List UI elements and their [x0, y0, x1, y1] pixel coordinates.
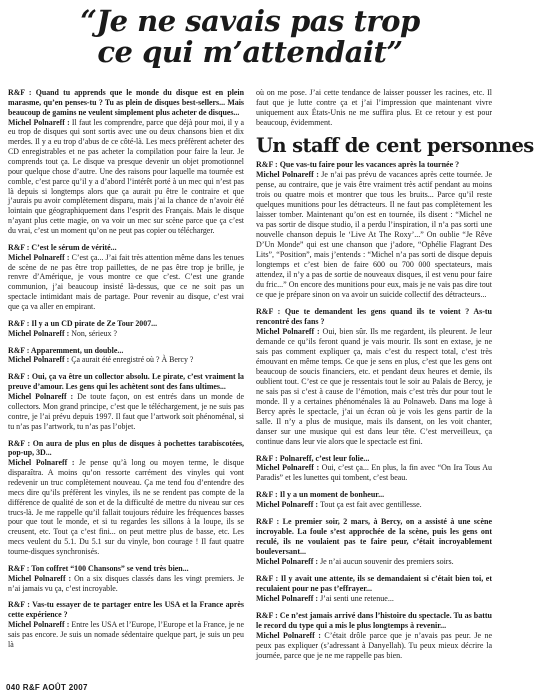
qa-block: [8, 372, 244, 431]
speaker: Michel Polnareff :: [8, 117, 72, 127]
speaker: Michel Polnareff :: [8, 252, 72, 262]
qa-block: [256, 490, 492, 510]
qa-block: [8, 88, 244, 236]
answer: Je n’ai pas prévu de vacances après cette tournée. Je pense, au contraire, que je vais être vraiment très actif pendant au moins trois ou quatre mois et montrer que tous les bruits... Parce qu’il reste quelques munitions pour les détracteurs. Il ne faut pas complètement les laisser tomber. Maintenant qu’on est en tournée, ils disent : “Michel ne va pas sortir de disque studio, il a perdu l’inspiration, il n’a pas sorti une nouvelle chanson depuis le ‘Live At The Roxy’...” On oublie “Je Rêve D’Un Monde” qui est une chanson que j’adore, “Ophélie Flagrant Des Lits”, “Position”, mais j’entends : “Michel n’a pas sorti de disque depuis longtemps et c’est bien de faire 600 ou 700 000 spectateurs, mais attendez, il n’y a pas de sortie de nouveaux disques, il est venu pour faire du fric...” On encore des munitions pour eux, mais je ne vais pas dire tout ce que je prépare sinon on va avoir un suicide collectif des détracteurs...: [256, 169, 492, 299]
answer: C’était drôle parce que je n’avais pas peur. Je ne peux pas expliquer (s’adressant à Danyellah). Tu peux mieux décrire la journée, parce que je ne me rappelle pas bien.: [256, 631, 492, 661]
question: R&F : Ce n’est jamais arrivé dans l’histoire du spectacle. Tu as battu le record du type qui a mis le plus longtemps à revenir...: [256, 611, 492, 631]
question: R&F : C’est le sérum de vérité...: [8, 242, 117, 252]
answer: Oui, bien sûr. Ils me regardent, ils pleurent. Je leur demande ce qu’ils feront quand je vais mourir. Ils sont en extase, je ne sais pas comment expliquer ça, mais c’est du respect total, c’est très émouvant en même temps. Ce que je sens en plus, c’est que les gens ont beaucoup de soucis financiers, etc. et pendant deux heures et demie, ils oublient tout. C’est ce que je ressentais tout le soir au Palais de Bercy, je ne sais pas si c’est à cause de l’émotion, mais c’est très dur pour tout le monde. Il y a certaines phénoménales là au Polnaweb. Dans ma loge à Bercy après le spectacle, j’ai un écran où je vois les gens partir de la salle. Il n’y a plus de musique, mais ils dansent, on les voit chanter, danser sur une musique qui est dans leur tête. C’est merveilleux, ça continue dans leur vie alors que le spectacle est fini.: [256, 326, 492, 446]
speaker: Michel Polnareff :: [8, 392, 78, 402]
headline-line-2: ce qui m’attendait”: [97, 35, 403, 69]
speaker: Michel Polnareff :: [8, 620, 72, 630]
question: R&F : Que vas-tu faire pour les vacances après la tournée ?: [256, 159, 460, 169]
qa-block: [8, 243, 244, 312]
answer: Il faut les comprendre, parce que déjà pour moi, il y a eu trop de disques qui sont sortis avec une ou deux chansons bien et dix merdes. Il y a eu trop d’abus de ce côté-là. Les mecs préfèrent acheter des CD enregistrables et ne pas acheter la compilation pour faire la leur. Je comprends tout ça. Le disque va presque devenir un objet promotionnel pour quelque chose d’autre. Une des raisons pour laquelle ma tournée est comble, c’est parce qu’il y a d’abord l’intérêt porté à un mec qui n’est pas là depuis si longtemps alors que ça aurait pu être le contraire et que j’aurais pu avoir complètement disparu, mais j’ai la chance de n’avoir été lointain que géographiquement dans l’esprit des Français. Mais le disque n’ayant plus cette magie, on va voir un mec sur scène parce que ça c’est du vrai, c’est un moment qu’on ne peut pas copier ou télécharger.: [8, 117, 244, 236]
question: R&F : Que te demandent les gens quand ils te voient ? As-tu rencontré des fans ?: [256, 306, 492, 326]
answer: C’est ça... J’ai fait très attention même dans les tenues de scène de ne pas être trop paillettes, de ne pas être trop je brille, je renvre d’Amérique, je vous montre ce que c’est. C’est une grande communion, j’ai beaucoup insisté là-dessus, que ce ne soit pas un spectacle intimidant mais de partage. Pour revenir au disque, c’est vrai que ça va aller en empirant.: [8, 252, 244, 312]
answer: Oui, c’est ça... En plus, la fin avec “On Ira Tous Au Paradis” et les lunettes qui tombent, c’est beau.: [256, 463, 493, 483]
continued-paragraph: où on me pose. J’ai cette tendance de laisser pousser les racines, etc. Il faut que je lutte contre ça et j’ai l’impression que maintenant vivre uniquement aux États-Unis ne me suffira plus. Et ce retour y est pour beaucoup, évidemment.: [256, 88, 492, 127]
speaker: Michel Polnareff :: [256, 631, 325, 641]
qa-block: [256, 574, 492, 604]
qa-block: [256, 454, 492, 484]
question: R&F : Le premier soir, 2 mars, à Bercy, on a assisté à une scène incroyable. La foule s’est approchée de la scène, puis les gens ont reculé, ils ne voulaient pas te faire peur, c’était incroyablement bouleversant...: [256, 517, 492, 557]
question: R&F : Il y avait une attente, ils se demandaient si c’était bien toi, et reculaient pour ne pas t’effrayer...: [256, 574, 492, 594]
speaker: Michel Polnareff :: [256, 169, 322, 179]
answer: Non, sérieux ?: [71, 328, 117, 338]
answer: Je pense qu’à long ou moyen terme, le disque disparaîtra. A moins qu’on ressorte carrément des vinyles qui vont redevenir un truc complètement nouveau. Ça me tend fou d’entendre des mecs dire qu’ils préfèrent les vinyles, ils ne se rendent pas compte de la différence de qualité de son et de la difficulté de mettre du niveau sur ces trucs-là. Je me rappelle qu’il fallait toujours réduire les fréquences basses pour que tout le monde, et si tu regardes les sillons à la loupe, ils se creusent, etc. Tout ça c’est fini... on peut mettre plus de basse, etc. Les mecs veulent du 5.1. Du 5.1 sur du vinyle, bon courage ! Il faut quatre tourne-disques synchronisés.: [8, 458, 244, 556]
qa-block: [256, 160, 492, 300]
qa-block: [8, 439, 244, 557]
answer: Je n’ai aucun souvenir des premiers soirs.: [320, 557, 454, 567]
question: R&F : On aura de plus en plus de disques à pochettes tarabiscotées, pop-up, 3D...: [8, 438, 244, 458]
question: R&F : Quand tu apprends que le monde du disque est en plein marasme, qu’en penses-tu ? Tu as plein de disques best-sellers... Mais beaucoup de gamins ne veulent simplement plus acheter de disques...: [8, 88, 244, 117]
answer: J’ai senti une retenue...: [320, 594, 394, 604]
speaker: Michel Polnareff :: [256, 557, 321, 567]
closing-qa: [256, 611, 492, 661]
qa-block: [8, 346, 244, 366]
speaker: Michel Polnareff :: [8, 458, 80, 468]
qa-block: [256, 517, 492, 567]
answer: On a six disques classés dans les vingt premiers. Je n’ai jamais vu ça, c’est incroyable.: [8, 573, 244, 593]
answer: Tout ça est fait avec gentillesse.: [320, 500, 422, 510]
question: R&F : Apparemment, un double...: [8, 345, 124, 355]
speaker: Michel Polnareff :: [8, 573, 75, 583]
headline-line-1: “Je ne savais pas trop: [80, 4, 420, 38]
qa-block: [8, 600, 244, 649]
question: R&F : Ton coffret “100 Chansons” se vend très bien...: [8, 563, 189, 573]
speaker: Michel Polnareff :: [256, 463, 322, 473]
answer: Entre les USA et l’Europe, l’Europe et la France, je ne sais pas encore. Je suis un nomade sédentaire quelque part, je suis un peu là: [8, 620, 244, 649]
question: R&F : Vas-tu essayer de te partager entre les USA et la France après cette expérience ?: [8, 600, 244, 620]
speaker: Michel Polnareff :: [8, 328, 72, 338]
qa-block: [8, 564, 244, 594]
question: R&F : Polnareff, c’est leur folie...: [256, 453, 370, 463]
speaker: Michel Polnareff :: [256, 594, 321, 604]
qa-block: [256, 307, 492, 447]
section-subheading: Un staff de cent personnes: [256, 133, 534, 157]
question: R&F : Oui, ça va être un collector absolu. Le pirate, c’est vraiment la preuve d’amour. Les gens qui les achètent sont des fans ultimes...: [8, 372, 244, 392]
answer: Ça aurait été enregistré où ? À Bercy ?: [71, 355, 194, 365]
right-qa-list: [256, 160, 492, 604]
question: R&F : Il y a un moment de bonheur...: [256, 490, 385, 500]
speaker: Michel Polnareff :: [256, 500, 321, 510]
speaker: Michel Polnareff :: [256, 326, 323, 336]
qa-block: [8, 319, 244, 339]
speaker: Michel Polnareff :: [8, 355, 72, 365]
answer: De toute façon, on est entrés dans un monde de collectors. Mon grand principe, c’est que le téléchargement, je ne suis pas contre, je l’ai prévu depuis 1997. Il faut que l’artwork soit phénoménal, si tu n’as pas l’artwork, tu n’as pas l’objet.: [8, 392, 244, 431]
right-column: [256, 88, 534, 668]
article-headline: [0, 6, 500, 68]
left-column: [8, 88, 244, 657]
question: R&F : Il y a un CD pirate de Ze Tour 2007...: [8, 318, 158, 328]
page-footer: 040 R&F AOÛT 2007: [6, 683, 88, 692]
